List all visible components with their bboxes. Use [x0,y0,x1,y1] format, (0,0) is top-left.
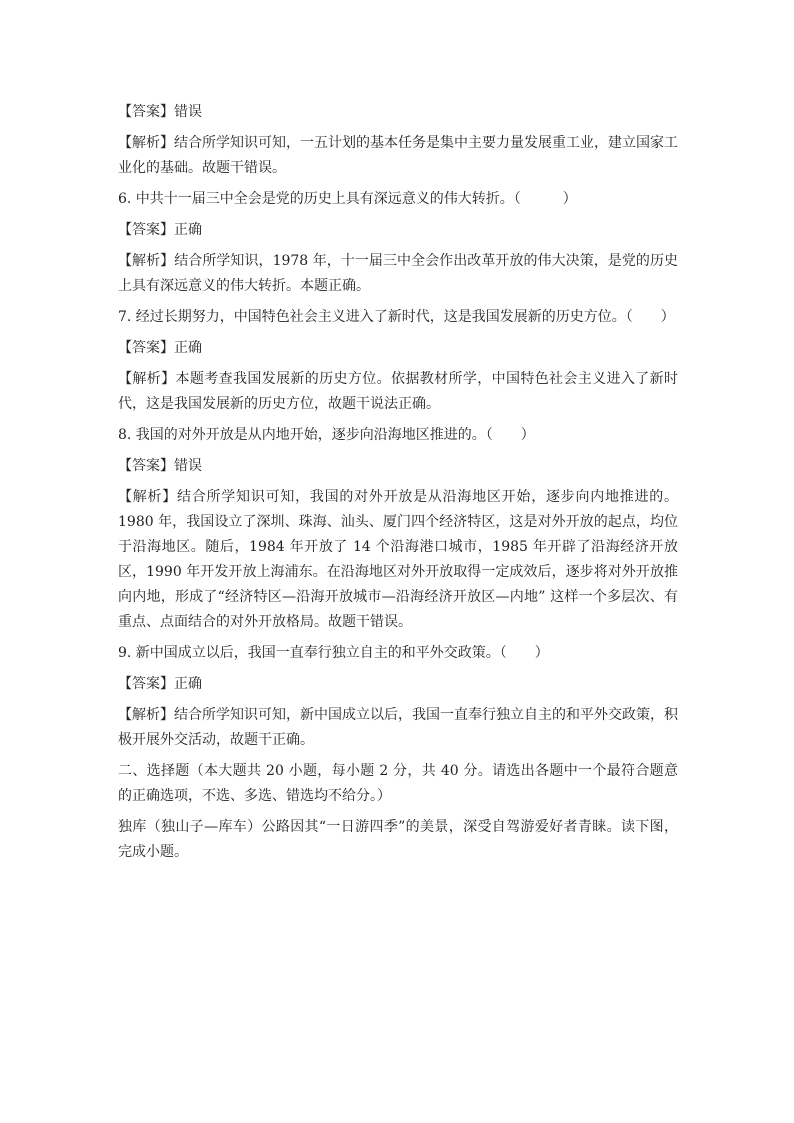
answer-line [118,336,678,361]
analysis-paragraph [118,703,678,753]
analysis-tag: 【解析】 [118,371,176,387]
analysis-paragraph [118,367,678,417]
question-text: 7. 经过长期努力，中国特色社会主义进入了新时代，这是我国发展新的历史方位。（ ） [118,309,675,325]
answer-text: 正确 [174,340,202,356]
analysis-paragraph [118,249,678,299]
question-text: 6. 中共十一届三中全会是党的历史上具有深远意义的伟大转折。（ ） [118,191,577,207]
analysis-text: 结合所学知识，1978 年，十一届三中全会作出改革开放的伟大决策，是党的历史上具有深远意义的伟大转折。本题正确。 [118,253,679,294]
answer-line [118,672,678,697]
answer-text: 正确 [174,676,202,692]
question-stem [118,815,678,865]
question-9 [118,641,678,666]
answer-line [118,454,678,479]
document-body [118,100,678,871]
analysis-text: 结合所学知识可知，新中国成立以后，我国一直奉行独立自主的和平外交政策，积极开展外交活动，故题干正确。 [118,707,678,748]
analysis-tag: 【解析】 [118,135,174,151]
question-6 [118,187,678,212]
section-heading [118,759,678,809]
analysis-text: 本题考查我国发展新的历史方位。依据教材所学，中国特色社会主义进入了新时代，这是我国发展新的历史方位，故题干说法正确。 [118,371,679,412]
answer-line [118,218,678,243]
analysis-paragraph [118,131,678,181]
section-heading-text: 二、选择题（本大题共 20 小题，每小题 2 分，共 40 分。请选出各题中一个最符合题意的正确选项，不选、多选、错选均不给分。） [118,763,678,804]
question-7 [118,305,678,330]
question-text: 8. 我国的对外开放是从内地开始，逐步向沿海地区推进的。（ ） [118,427,535,443]
answer-text: 正确 [174,222,202,238]
analysis-tag: 【解析】 [118,489,178,505]
answer-tag: 【答案】 [118,676,174,692]
analysis-tag: 【解析】 [118,707,174,723]
question-8 [118,423,678,448]
answer-tag: 【答案】 [118,340,174,356]
answer-line [118,100,678,125]
analysis-text: 结合所学知识可知，我国的对外开放是从沿海地区开始，逐步向内地推进的。1980 年，我国设立了深圳、珠海、汕头、厦门四个经济特区，这是对外开放的起点，均位于沿海地区。随后，1984 年开放了 14 个沿海港口城市，1985 年开辟了沿海经济开放区，1990 年开发开放上海浦东。在沿海地区对外开放取得一定成效后，逐步将对外开放推向内地，形成了“经济特区—沿海开放城市—沿海经济开放区—内地” 这样一个多层次、有重点、点面结合的对外开放格局。故题干错误。 [118,489,679,630]
analysis-paragraph [118,485,678,635]
answer-tag: 【答案】 [118,222,174,238]
question-text: 9. 新中国成立以后，我国一直奉行独立自主的和平外交政策。（ ） [118,645,549,661]
answer-text: 错误 [174,104,202,120]
answer-tag: 【答案】 [118,104,174,120]
analysis-text: 结合所学知识可知，一五计划的基本任务是集中主要力量发展重工业，建立国家工业化的基础。故题干错误。 [118,135,678,176]
analysis-tag: 【解析】 [118,253,175,269]
question-stem-text: 独库（独山子—库车）公路因其“一日游四季”的美景，深受自驾游爱好者青睐。读下图，完成小题。 [118,819,678,860]
answer-tag: 【答案】 [118,458,174,474]
answer-text: 错误 [174,458,202,474]
